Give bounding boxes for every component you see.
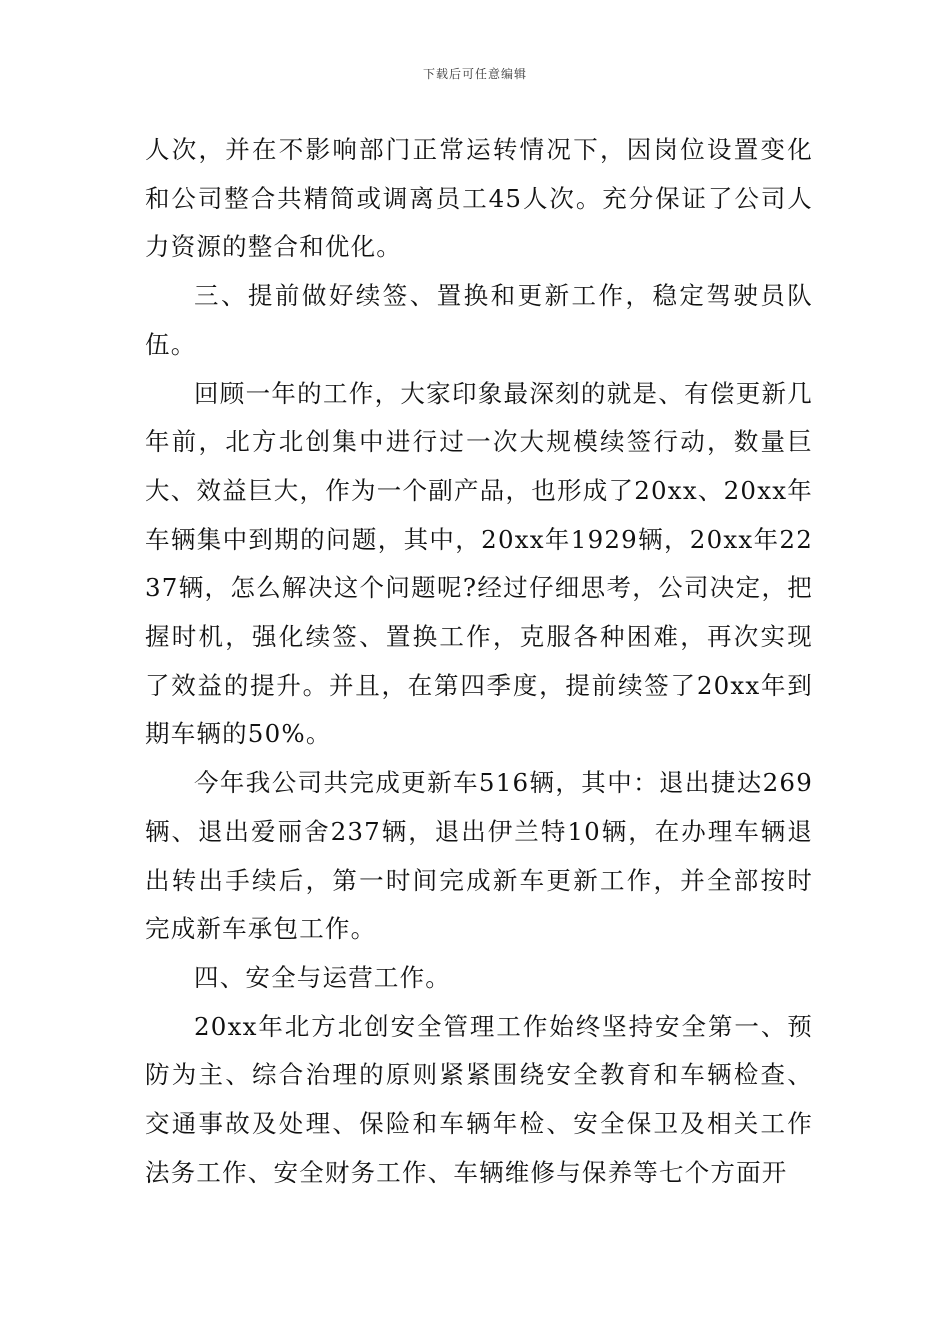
section-heading-3: 三、提前做好续签、置换和更新工作，稳定驾驶员队伍。 bbox=[145, 281, 813, 359]
document-body bbox=[145, 126, 813, 1197]
paragraph-1: 人次，并在不影响部门正常运转情况下，因岗位设置变化和公司整合共精简或调离员工45人次。充分保证了公司人力资源的整合和优化。 bbox=[145, 135, 813, 262]
paragraph-2: 回顾一年的工作，大家印象最深刻的就是、有偿更新几年前，北方北创集中进行过一次大规模续签行动，数量巨大、效益巨大，作为一个副产品，也形成了20xx、20xx年车辆集中到期的问题，其中，20xx年1929辆，20xx年2237辆，怎么解决这个问题呢?经过仔细思考，公司决定，把握时机，强化续签、置换工作，克服各种困难，再次实现了效益的提升。并且，在第四季度，提前续签了20xx年到期车辆的50%。 bbox=[145, 378, 813, 749]
page-header: 下载后可任意编辑 bbox=[422, 67, 527, 81]
paragraph-4: 20xx年北方北创安全管理工作始终坚持安全第一、预防为主、综合治理的原则紧紧围绕安全教育和车辆检查、交通事故及处理、保险和车辆年检、安全保卫及相关工作法务工作、安全财务工作、车辆维修与保养等七个方面开 bbox=[145, 1011, 813, 1187]
paragraph-3: 今年我公司共完成更新车516辆，其中：退出捷达269辆、退出爱丽舍237辆，退出伊兰特10辆，在办理车辆退出转出手续后，第一时间完成新车更新工作，并全部按时完成新车承包工作。 bbox=[145, 768, 813, 944]
section-heading-4: 四、安全与运营工作。 bbox=[194, 962, 451, 992]
